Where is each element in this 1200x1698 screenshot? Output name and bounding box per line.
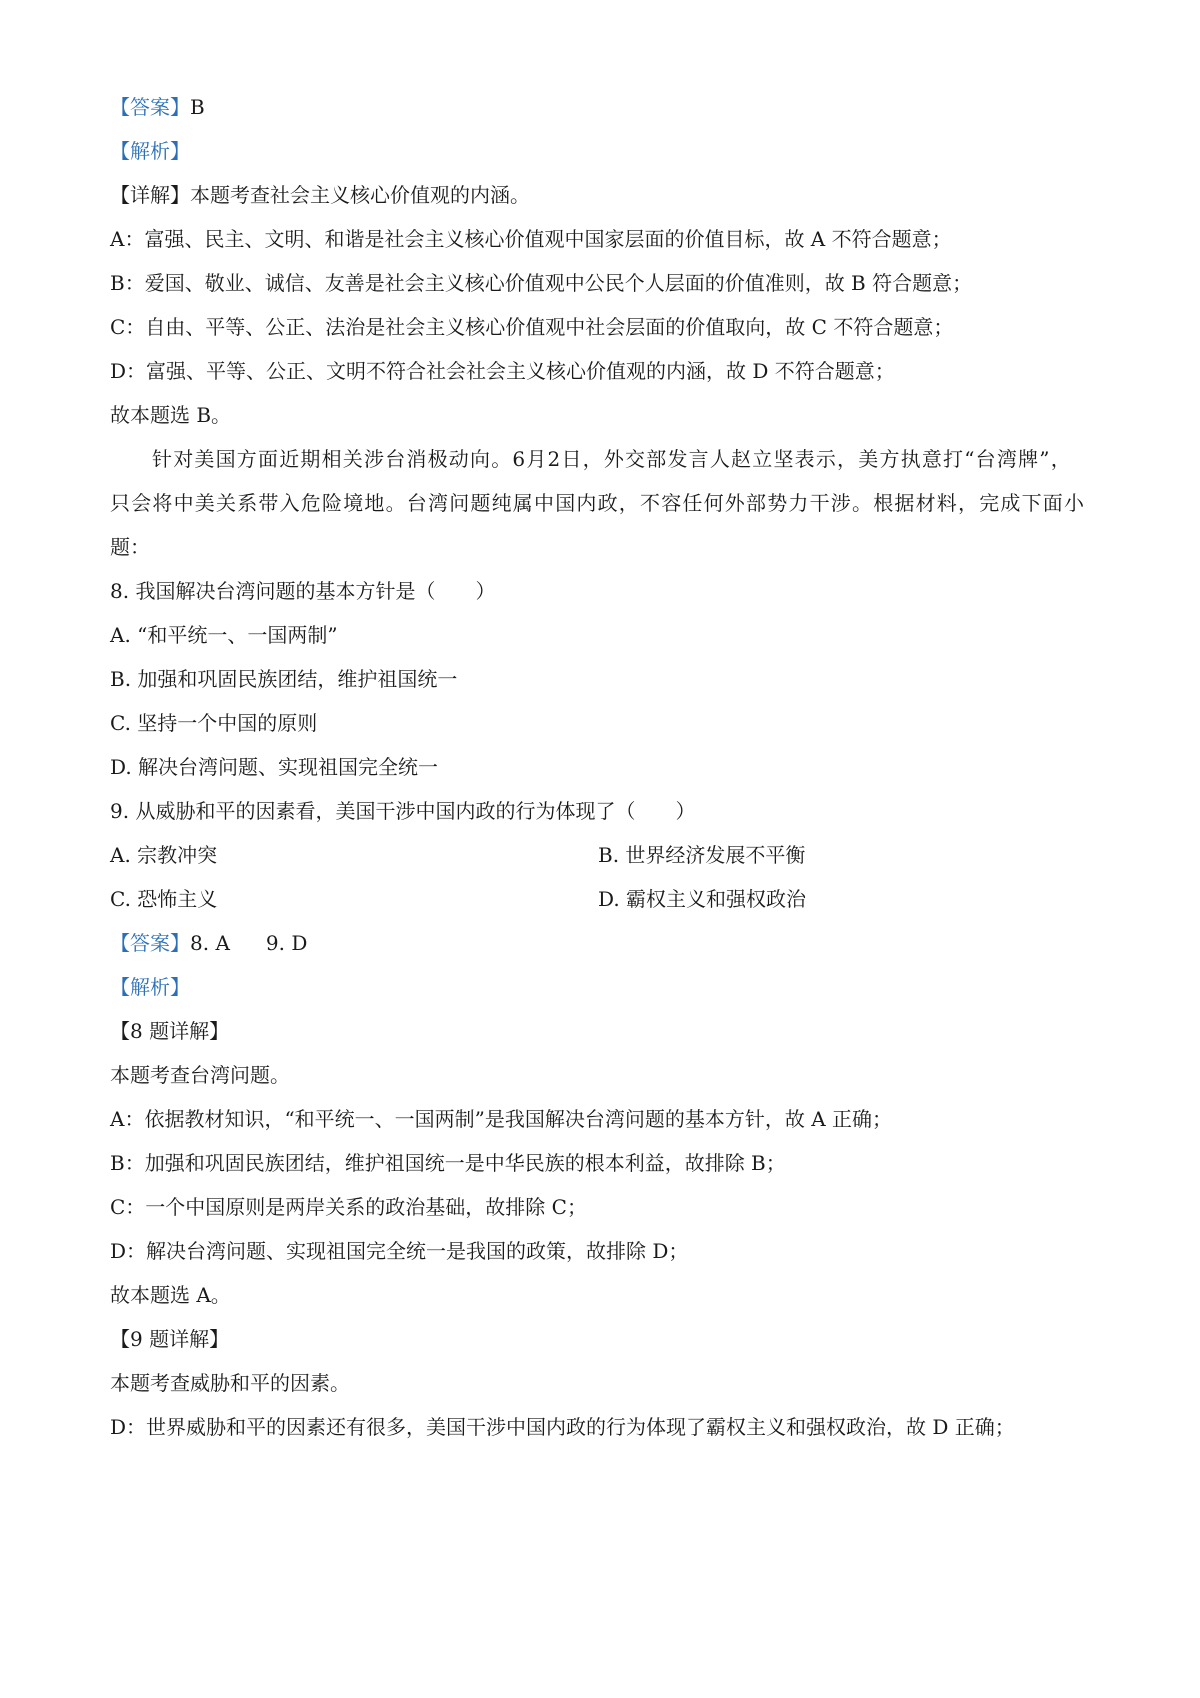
detail8-option-c: C：一个中国原则是两岸关系的政治基础，故排除 C； — [110, 1195, 587, 1219]
q8-option-a: A. “和平统一、一国两制” — [110, 623, 338, 647]
q7-option-d-explain: D：富强、平等、公正、文明不符合社会社会主义核心价值观的内涵，故 D 不符合题意； — [110, 359, 895, 383]
q7-option-a-explain: A：富强、民主、文明、和谐是社会主义核心价值观中国家层面的价值目标，故 A 不符合题意； — [110, 227, 952, 251]
material-line-1: 针对美国方面近期相关涉台消极动向。6月2日，外交部发言人赵立坚表示，美方执意打“台湾牌”， — [152, 447, 1072, 471]
answer-tag: 【答案】 — [110, 95, 190, 119]
detail8-option-a: A：依据教材知识，“和平统一、一国两制”是我国解决台湾问题的基本方针，故 A 正确； — [110, 1107, 893, 1131]
q9-option-a: A. 宗教冲突 — [110, 843, 218, 867]
q7-option-c-explain: C：自由、平等、公正、法治是社会主义核心价值观中社会层面的价值取向，故 C 不符合题意； — [110, 315, 954, 339]
answer-9: 9. D — [265, 931, 308, 955]
detail8-tag: 【8 题详解】 — [110, 1019, 230, 1043]
material-line-2: 只会将中美关系带入危险境地。台湾问题纯属中国内政，不容任何外部势力干涉。根据材料，完成下面小 — [110, 491, 1086, 515]
analysis-tag: 【解析】 — [110, 139, 190, 163]
q9-stem: 9. 从威胁和平的因素看，美国干涉中国内政的行为体现了（ ） — [110, 799, 696, 823]
detail8-option-b: B：加强和巩固民族团结，维护祖国统一是中华民族的根本利益，故排除 B； — [110, 1151, 786, 1175]
q7-option-b-explain: B：爱国、敬业、诚信、友善是社会主义核心价值观中公民个人层面的价值准则，故 B 符合题意； — [110, 271, 973, 295]
q7-answer-line — [110, 93, 205, 121]
q9-option-c: C. 恐怖主义 — [110, 887, 218, 911]
detail-tag: 【详解】 — [110, 183, 190, 207]
detail8-conclusion: 故本题选 A。 — [110, 1283, 231, 1307]
detail9-tag: 【9 题详解】 — [110, 1327, 230, 1351]
q8-option-b: B. 加强和巩固民族团结，维护祖国统一 — [110, 667, 458, 691]
detail9-option-d: D：世界威胁和平的因素还有很多，美国干涉中国内政的行为体现了霸权主义和强权政治，故 D 正确； — [110, 1415, 1015, 1439]
q7-detail-line — [110, 181, 530, 209]
q9-option-b: B. 世界经济发展不平衡 — [598, 843, 806, 867]
answer-8: 8. A — [190, 931, 230, 955]
material-line-3: 题： — [110, 535, 150, 559]
answers-89-line — [110, 929, 307, 957]
detail-text: 本题考查社会主义核心价值观的内涵。 — [190, 183, 530, 207]
answer-value: B — [190, 95, 205, 119]
answer-tag: 【答案】 — [110, 931, 190, 955]
q9-option-d: D. 霸权主义和强权政治 — [598, 887, 807, 911]
q8-stem: 8. 我国解决台湾问题的基本方针是（ ） — [110, 579, 496, 603]
q7-conclusion: 故本题选 B。 — [110, 403, 232, 427]
analysis-tag: 【解析】 — [110, 975, 190, 999]
detail8-option-d: D：解决台湾问题、实现祖国完全统一是我国的政策，故排除 D； — [110, 1239, 689, 1263]
detail8-intro: 本题考查台湾问题。 — [110, 1063, 290, 1087]
q8-option-c: C. 坚持一个中国的原则 — [110, 711, 318, 735]
detail9-intro: 本题考查威胁和平的因素。 — [110, 1371, 350, 1395]
q8-option-d: D. 解决台湾问题、实现祖国完全统一 — [110, 755, 439, 779]
